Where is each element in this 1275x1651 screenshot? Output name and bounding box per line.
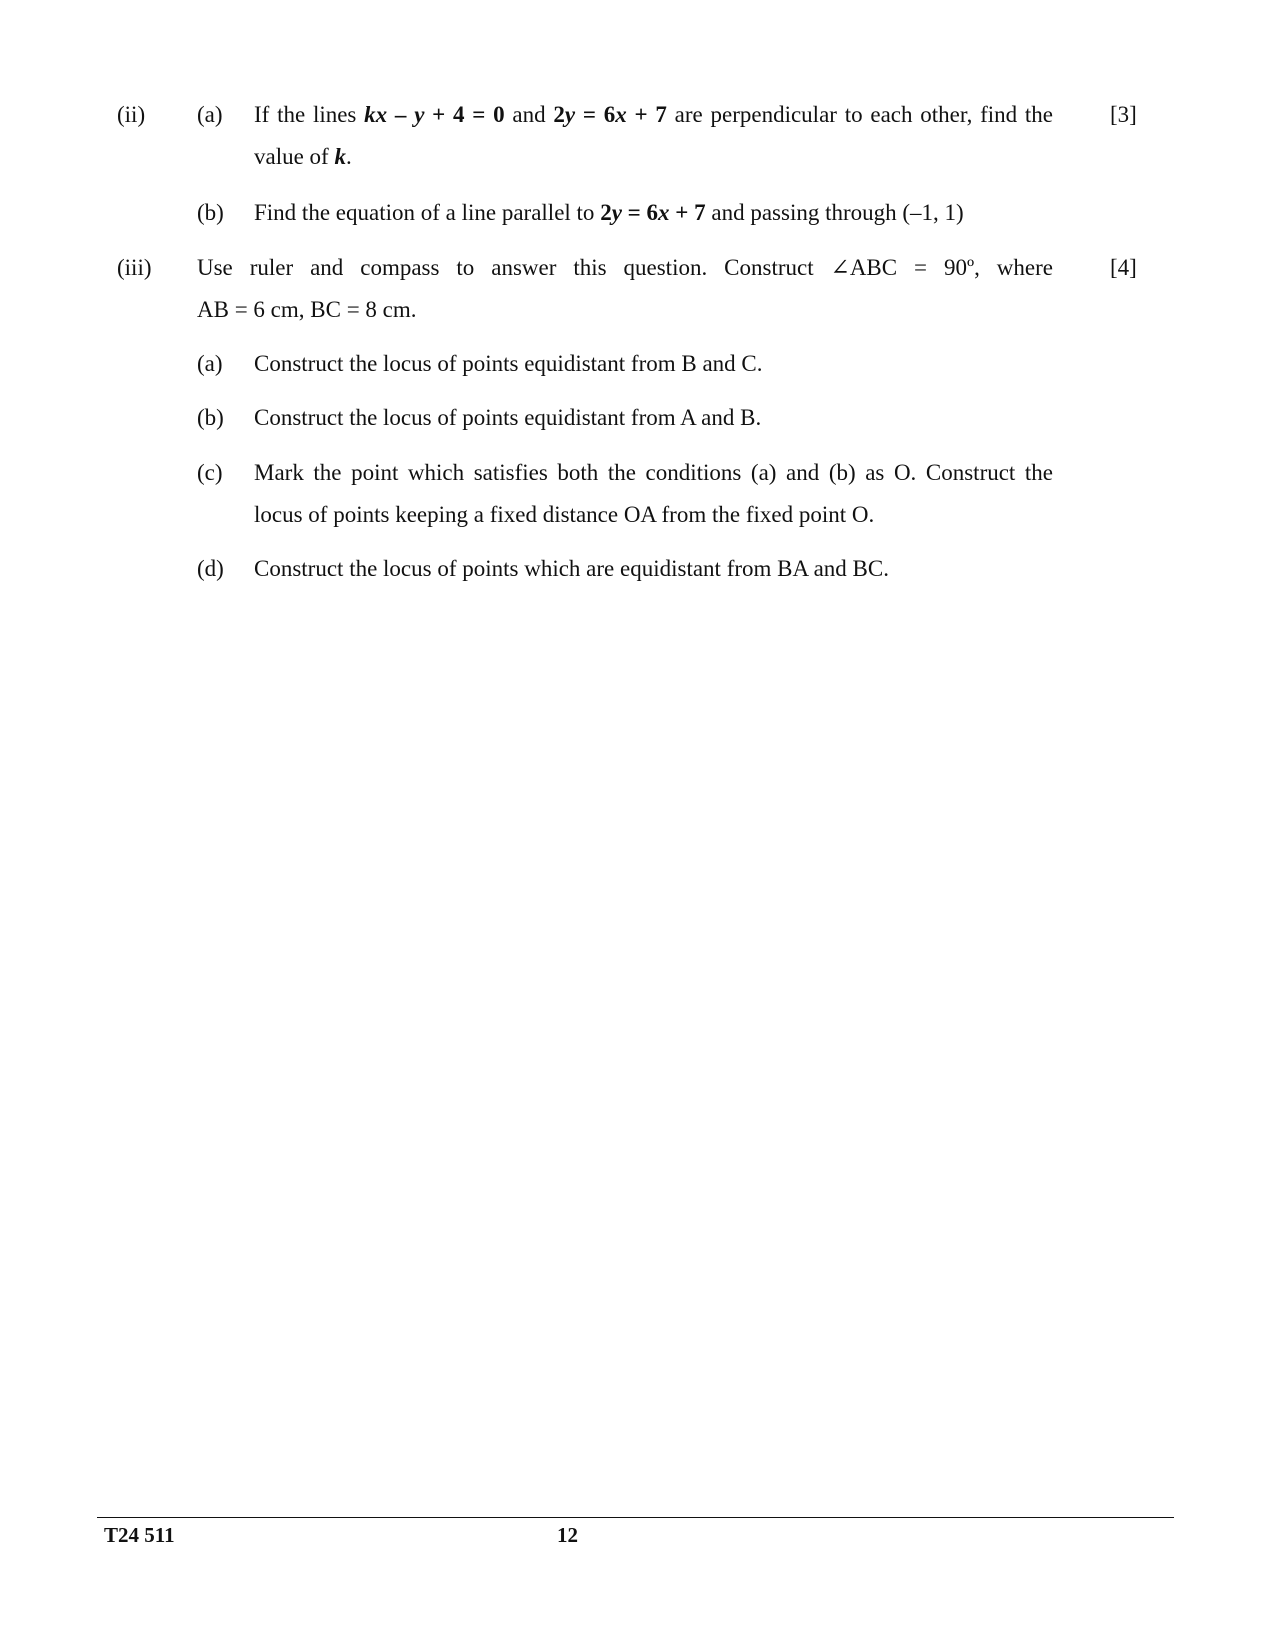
part-label-ii-a: (a) (197, 102, 223, 127)
footer-divider (97, 1517, 1174, 1518)
question-number-ii: (ii) (117, 102, 146, 127)
marks-iii: [4] (1110, 255, 1137, 280)
page-number: 12 (557, 1523, 578, 1547)
variable-k: k (334, 144, 346, 169)
marks-ii: [3] (1110, 102, 1137, 127)
equation2-end: + 7 (626, 102, 667, 127)
equation3-end: + 7 (669, 200, 706, 225)
question-ii-a-text-end: are perpendicular to each other, find the (666, 102, 1054, 127)
equation1-minus: – (387, 102, 415, 127)
part-label-ii-b: (b) (197, 200, 224, 225)
question-ii-a-and: and (504, 102, 554, 127)
question-iii-b-text: Construct the locus of points equidistant from A and B. (254, 405, 762, 430)
question-iii-d-text: Construct the locus of points which are equidistant from BA and BC. (254, 556, 889, 581)
question-iii-c-line2: locus of points keeping a fixed distance OA from the fixed point O. (254, 502, 875, 527)
question-ii-a-value-of: value of (254, 144, 335, 169)
equation1-x: x (375, 102, 388, 127)
equation3-y: y (611, 200, 622, 225)
question-ii-a-text-start: If the lines (254, 102, 365, 127)
part-label-iii-a: (a) (197, 351, 223, 376)
question-iii-stem-line1: Use ruler and compass to answer this question. Construct ∠ABC = 90º, where (197, 255, 1053, 280)
question-ii-a-line1 (254, 102, 1053, 128)
equation2-mid: = 6 (575, 102, 616, 127)
equation3-x: x (658, 200, 670, 225)
equation2-coefficient: 2 (553, 102, 565, 127)
equation3-mid: = 6 (621, 200, 659, 225)
part-label-iii-b: (b) (197, 405, 224, 430)
paper-code: T24 511 (104, 1523, 175, 1547)
question-iii-stem-line2: AB = 6 cm, BC = 8 cm. (197, 297, 417, 322)
question-ii-b-text-end: and passing through (–1, 1) (705, 200, 964, 225)
question-ii-a-period: . (345, 144, 352, 169)
question-ii-b-line1 (254, 200, 964, 226)
question-ii-b-text-start: Find the equation of a line parallel to (254, 200, 601, 225)
equation2-x: x (615, 102, 627, 127)
equation3-coefficient: 2 (600, 200, 612, 225)
equation2-y: y (564, 102, 576, 127)
question-ii-a-line2 (254, 144, 352, 170)
question-iii-c-line1: Mark the point which satisfies both the conditions (a) and (b) as O. Construct the (254, 460, 1053, 485)
equation1-y: y (414, 102, 425, 127)
equation1-end: + 4 = 0 (424, 102, 505, 127)
part-label-iii-c: (c) (197, 460, 223, 485)
equation1-k: k (364, 102, 376, 127)
question-iii-a-text: Construct the locus of points equidistant from B and C. (254, 351, 763, 376)
part-label-iii-d: (d) (197, 556, 224, 581)
question-number-iii: (iii) (117, 255, 152, 280)
